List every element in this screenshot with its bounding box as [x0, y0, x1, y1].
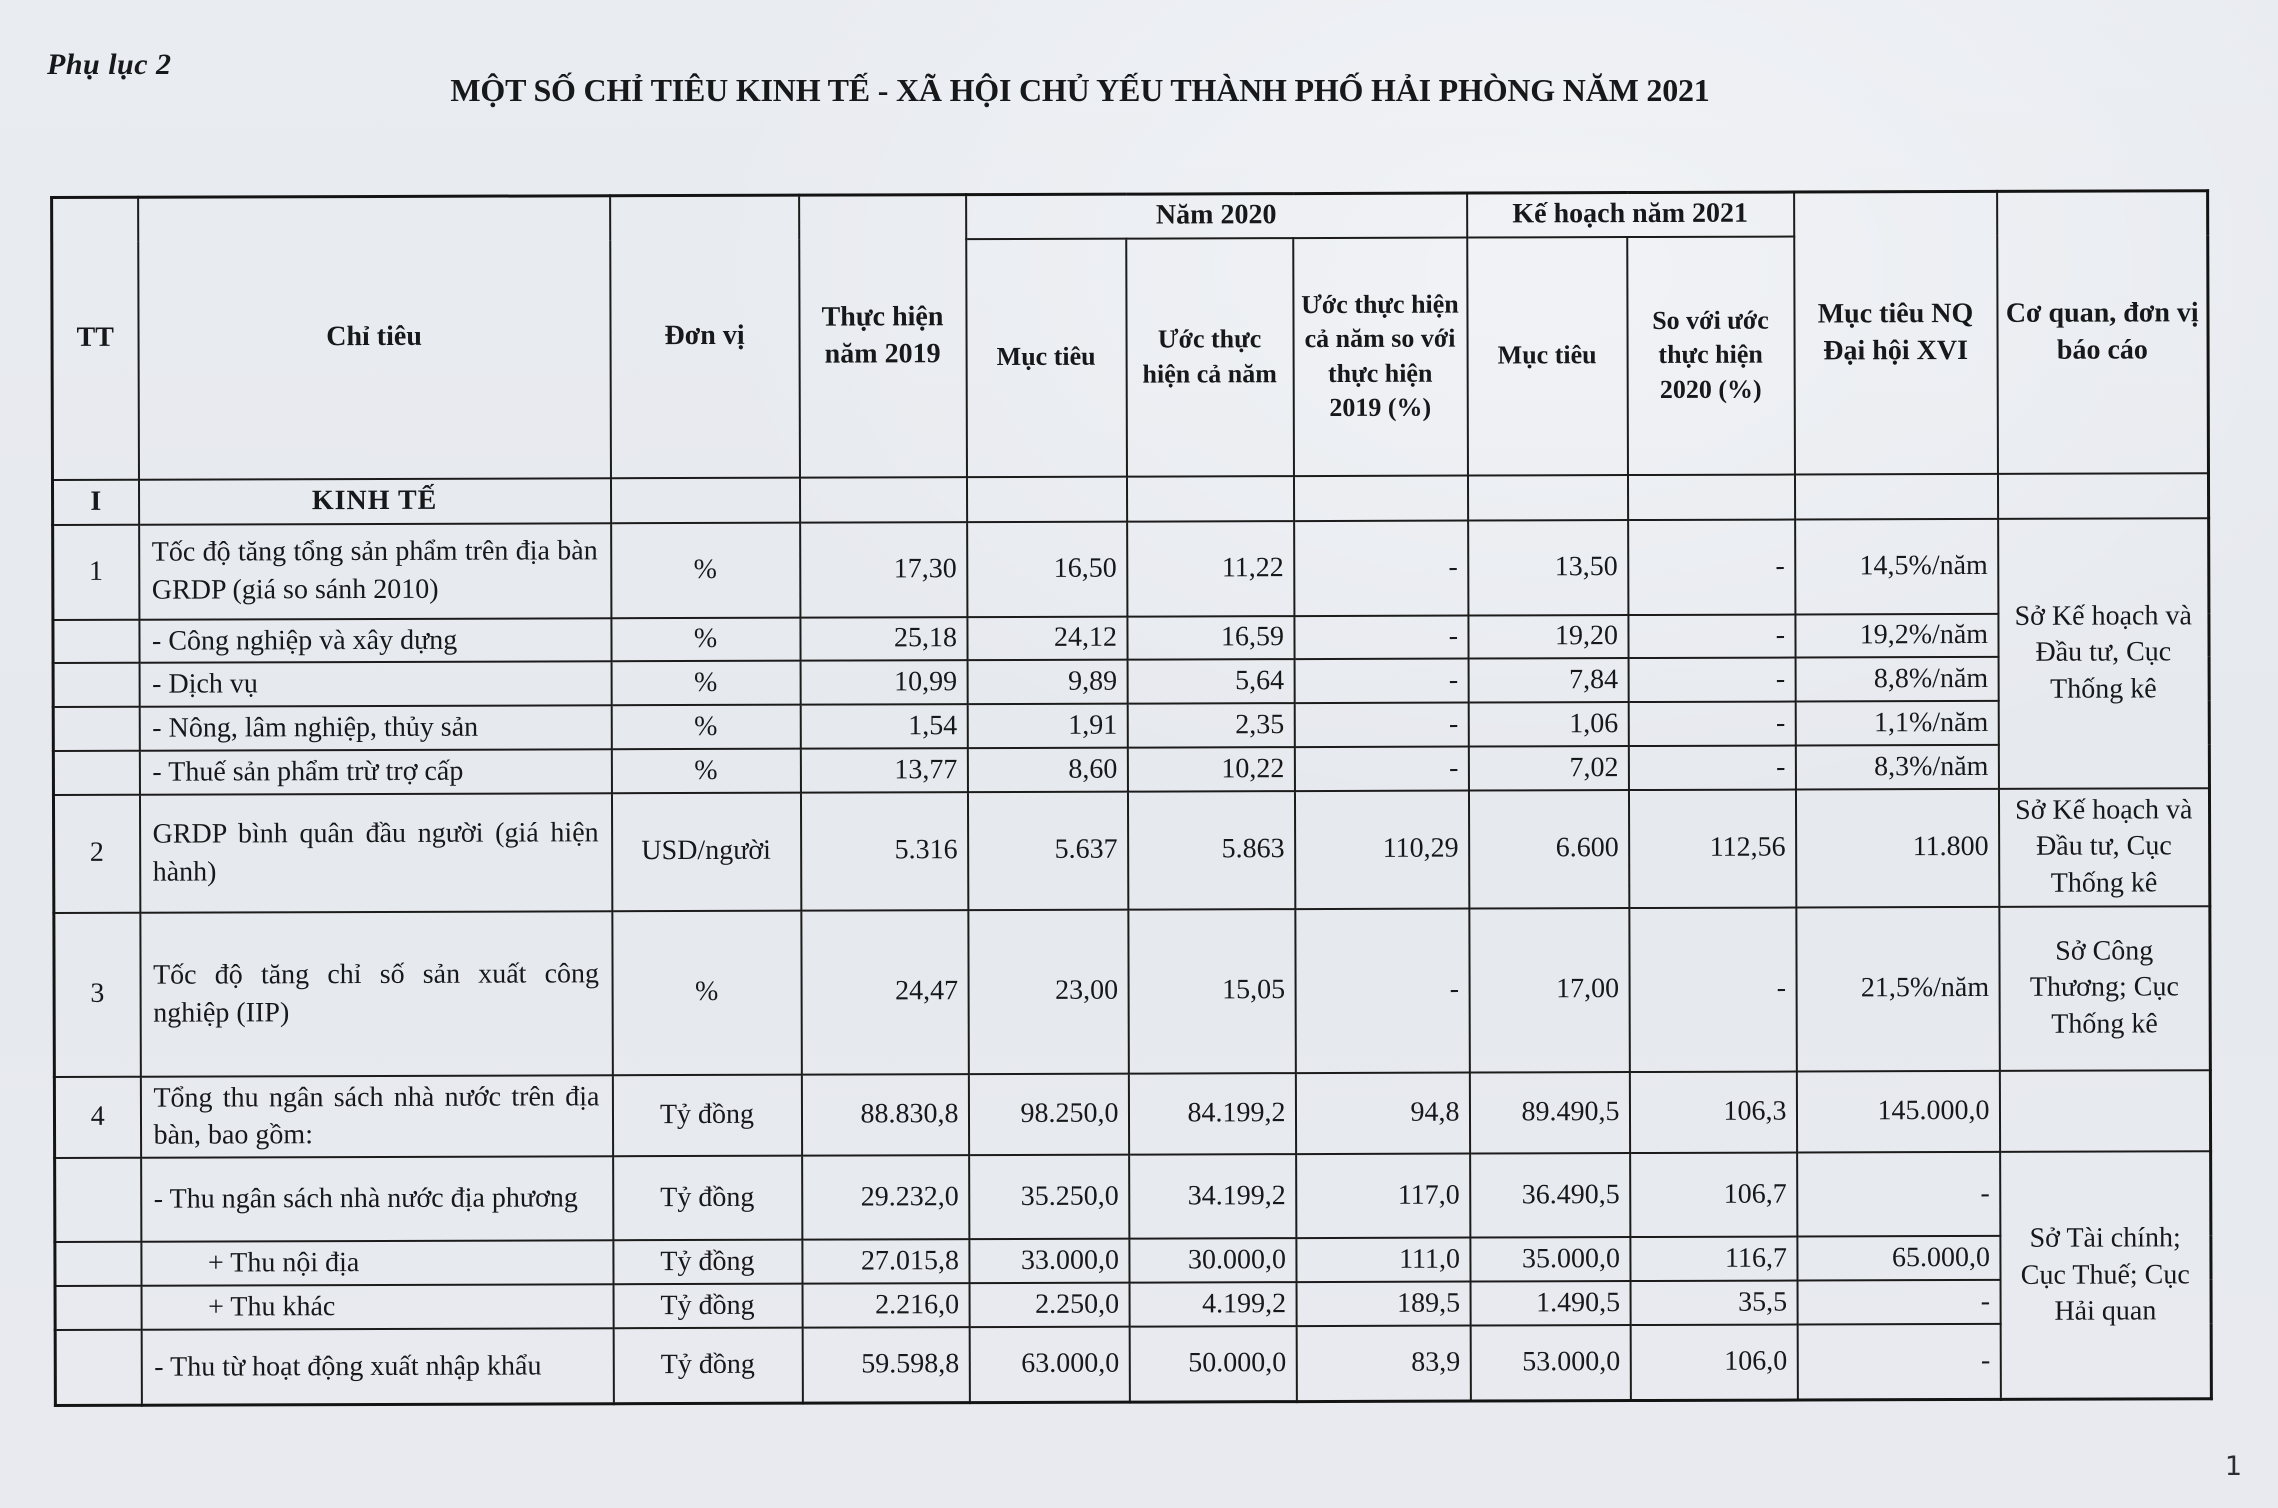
group-header-nam-2020: Năm 2020	[966, 193, 1467, 239]
table-row	[52, 473, 2208, 525]
table-row	[53, 518, 2209, 620]
row-value-cell: 63.000,0	[969, 1326, 1129, 1403]
col-header-muc-tieu-nq: Mục tiêu NQ Đại hội XVI	[1794, 191, 1998, 474]
row-value-cell: 65.000,0	[1797, 1236, 2000, 1280]
row-label-cell: KINH TẾ	[138, 478, 610, 524]
table-row	[54, 906, 2211, 1077]
col-header-uoc-thuc-hien: Ước thực hiện cả năm	[1126, 238, 1294, 477]
row-value-cell: 2.250,0	[969, 1283, 1129, 1327]
row-value-cell: 111,0	[1296, 1238, 1470, 1282]
row-value-cell: 1,06	[1468, 702, 1628, 746]
row-value-cell: 7,84	[1468, 658, 1628, 702]
row-agency-cell	[1999, 1070, 2210, 1152]
row-value-cell: 89.490,5	[1469, 1072, 1629, 1154]
table-row	[54, 1070, 2210, 1158]
row-label-cell: - Thuế sản phẩm trừ trợ cấp	[139, 749, 611, 794]
row-value-cell: 35.250,0	[969, 1155, 1129, 1240]
row-value-cell: 1,54	[800, 704, 967, 748]
row-value-cell	[1794, 473, 1997, 519]
table-row	[53, 744, 2209, 795]
table-row	[55, 1236, 2211, 1287]
col-header-muc-tieu-2020: Mục tiêu	[966, 238, 1127, 477]
row-value-cell: 19,20	[1468, 615, 1628, 659]
row-tt-cell	[53, 707, 139, 751]
row-value-cell: 189,5	[1296, 1282, 1470, 1326]
row-value-cell: 23,00	[968, 909, 1129, 1074]
col-header-chi-tieu: Chỉ tiêu	[138, 196, 611, 479]
row-label-cell: Tốc độ tăng tổng sản phẩm trên địa bàn GRDP (giá so sánh 2010)	[139, 523, 611, 619]
table-row	[55, 1323, 2211, 1406]
row-value-cell: 13,77	[800, 748, 967, 792]
row-tt-cell	[55, 1158, 141, 1242]
col-header-so-voi-2020: So với ước thực hiện 2020 (%)	[1627, 236, 1795, 475]
header-row-groups	[52, 191, 2208, 242]
row-value-cell: 53.000,0	[1470, 1325, 1630, 1402]
page-title: MỘT SỐ CHỈ TIÊU KINH TẾ - XÃ HỘI CHỦ YẾU THÀNH PHỐ HẢI PHÒNG NĂM 2021	[450, 72, 1710, 108]
row-value-cell: 5.637	[967, 791, 1127, 910]
row-value-cell: 110,29	[1294, 790, 1468, 909]
row-value-cell: 10,99	[800, 660, 967, 704]
table-row	[55, 1279, 2211, 1330]
appendix-label: Phụ lục 2	[47, 48, 172, 81]
row-tt-cell	[53, 663, 139, 707]
row-value-cell: 16,50	[967, 521, 1127, 617]
group-header-ke-hoach-2021: Kế hoạch năm 2021	[1467, 192, 1794, 237]
row-value-cell: 11.800	[1795, 789, 1998, 908]
row-label-cell: - Thu từ hoạt động xuất nhập khẩu	[141, 1328, 613, 1405]
row-unit-cell: Tỷ đồng	[613, 1156, 802, 1241]
row-label-cell: Tốc độ tăng chỉ số sản xuất công nghiệp (IIP)	[140, 911, 613, 1076]
row-value-cell: 24,47	[801, 910, 969, 1075]
row-agency-cell: Sở Kế hoạch và Đầu tư, Cục Thống kê	[1998, 518, 2210, 789]
table-header	[52, 191, 2209, 480]
table-row	[53, 788, 2209, 913]
row-value-cell: 83,9	[1296, 1325, 1470, 1402]
row-value-cell: 145.000,0	[1796, 1071, 1999, 1153]
row-tt-cell	[55, 1242, 141, 1286]
row-tt-cell: 3	[54, 912, 141, 1076]
row-agency-cell: Sở Tài chính; Cục Thuế; Cục Hải quan	[2000, 1152, 2212, 1400]
row-tt-cell	[53, 619, 139, 663]
row-agency-cell: Sở Công Thương; Cục Thống kê	[1999, 906, 2211, 1071]
row-value-cell: 33.000,0	[969, 1239, 1129, 1283]
row-unit-cell: %	[611, 749, 800, 793]
row-value-cell: 27.015,8	[802, 1239, 969, 1283]
row-value-cell: 29.232,0	[802, 1155, 969, 1240]
row-value-cell: -	[1797, 1324, 2000, 1401]
row-value-cell: 116,7	[1630, 1237, 1797, 1281]
row-value-cell: 35,5	[1630, 1281, 1797, 1325]
row-value-cell: 30.000,0	[1129, 1238, 1296, 1282]
col-header-thuc-hien-2019: Thực hiện năm 2019	[799, 195, 967, 478]
row-value-cell: -	[1294, 615, 1468, 659]
row-tt-cell	[55, 1286, 141, 1330]
row-value-cell: -	[1628, 745, 1795, 789]
row-unit-cell: Tỷ đồng	[612, 1074, 801, 1156]
col-header-tt: TT	[52, 197, 139, 479]
row-value-cell: 98.250,0	[968, 1073, 1128, 1155]
row-value-cell: 35.000,0	[1470, 1237, 1630, 1281]
row-value-cell: 13,50	[1468, 520, 1628, 616]
row-value-cell: 50.000,0	[1129, 1326, 1296, 1403]
row-label-cell: - Nông, lâm nghiệp, thủy sản	[139, 705, 611, 750]
table-row	[53, 700, 2209, 751]
row-value-cell: 36.490,5	[1470, 1153, 1630, 1238]
row-value-cell: 8,3%/năm	[1795, 745, 1998, 789]
row-label-cell: - Công nghiệp và xây dựng	[139, 618, 611, 663]
col-header-co-quan: Cơ quan, đơn vị báo cáo	[1997, 191, 2209, 474]
row-label-cell: - Thu ngân sách nhà nước địa phương	[141, 1157, 613, 1242]
table-row	[55, 1152, 2211, 1243]
row-value-cell: 112,56	[1628, 789, 1795, 908]
col-header-uoc-th-so-2019: Ước thực hiện cả năm so với thực hiện 2019 (%)	[1293, 237, 1468, 476]
row-value-cell: 59.598,8	[802, 1327, 969, 1404]
row-value-cell: 106,3	[1629, 1071, 1796, 1153]
row-value-cell: 11,22	[1127, 521, 1294, 617]
row-value-cell: -	[1628, 519, 1795, 615]
row-value-cell: 19,2%/năm	[1795, 613, 1998, 657]
row-value-cell: 1.490,5	[1470, 1281, 1630, 1325]
row-value-cell: -	[1628, 658, 1795, 702]
row-value-cell: 5.316	[800, 792, 967, 911]
row-value-cell: 5.863	[1127, 791, 1294, 910]
row-unit-cell: %	[611, 661, 800, 705]
table-row	[53, 657, 2209, 708]
row-tt-cell: I	[52, 479, 138, 524]
row-value-cell: 106,0	[1630, 1324, 1797, 1401]
row-tt-cell	[55, 1330, 141, 1406]
row-value-cell: -	[1294, 520, 1468, 616]
row-value-cell: -	[1294, 746, 1468, 790]
row-value-cell	[799, 477, 966, 523]
row-unit-cell: %	[611, 617, 800, 661]
row-value-cell: 17,30	[800, 522, 967, 618]
row-value-cell: -	[1294, 659, 1468, 703]
row-unit-cell: USD/người	[611, 792, 800, 911]
row-value-cell: -	[1628, 614, 1795, 658]
row-value-cell: 14,5%/năm	[1795, 518, 1998, 614]
row-value-cell: 24,12	[967, 616, 1127, 660]
row-unit-cell: %	[612, 910, 802, 1075]
row-label-cell: Tổng thu ngân sách nhà nước trên địa bàn, bao gồm:	[140, 1075, 612, 1158]
col-header-don-vi: Đơn vị	[610, 195, 800, 478]
row-value-cell: 17,00	[1469, 908, 1630, 1073]
row-tt-cell	[53, 751, 139, 795]
row-value-cell: 34.199,2	[1129, 1154, 1296, 1239]
indicators-table	[50, 189, 2213, 1407]
row-value-cell: 88.830,8	[801, 1074, 968, 1156]
row-unit-cell: Tỷ đồng	[613, 1328, 802, 1405]
row-value-cell: 1,91	[967, 704, 1127, 748]
table-body	[52, 473, 2211, 1406]
row-value-cell: 6.600	[1468, 790, 1628, 909]
row-value-cell: 15,05	[1128, 909, 1296, 1074]
row-value-cell: 2.216,0	[802, 1283, 969, 1327]
row-unit-cell	[610, 477, 799, 523]
row-agency-cell: Sở Kế hoạch và Đầu tư, Cục Thống kê	[1998, 788, 2209, 907]
row-value-cell: 1,1%/năm	[1795, 701, 1998, 745]
row-value-cell	[1467, 475, 1627, 521]
row-value-cell: -	[1797, 1152, 2000, 1237]
row-tt-cell: 2	[53, 794, 139, 912]
row-value-cell: 94,8	[1295, 1072, 1469, 1154]
row-value-cell: -	[1629, 907, 1797, 1072]
row-unit-cell: Tỷ đồng	[613, 1240, 802, 1284]
row-value-cell: 8,8%/năm	[1795, 657, 1998, 701]
row-agency-cell	[1997, 473, 2208, 519]
row-value-cell: 25,18	[800, 617, 967, 661]
page-number: 1	[2224, 1451, 2242, 1482]
row-value-cell	[1293, 475, 1467, 521]
table-row	[53, 613, 2209, 664]
row-value-cell: 84.199,2	[1128, 1073, 1295, 1155]
row-value-cell: 21,5%/năm	[1796, 907, 2000, 1072]
row-label-cell: - Dịch vụ	[139, 662, 611, 707]
row-label-cell: + Thu khác	[141, 1284, 613, 1329]
row-label-cell: GRDP bình quân đầu người (giá hiện hành)	[139, 793, 611, 912]
row-value-cell: 117,0	[1296, 1154, 1470, 1239]
row-unit-cell: Tỷ đồng	[613, 1284, 802, 1328]
row-value-cell: 8,60	[967, 748, 1127, 792]
row-value-cell	[966, 476, 1126, 522]
col-header-muc-tieu-2021: Mục tiêu	[1467, 237, 1628, 476]
row-unit-cell: %	[611, 522, 800, 618]
row-value-cell: 2,35	[1127, 703, 1294, 747]
row-value-cell: -	[1797, 1280, 2000, 1324]
row-unit-cell: %	[611, 705, 800, 749]
row-value-cell: 10,22	[1127, 747, 1294, 791]
row-tt-cell: 1	[53, 524, 139, 619]
row-value-cell: 4.199,2	[1129, 1282, 1296, 1326]
row-value-cell: 106,7	[1630, 1153, 1797, 1238]
row-value-cell: -	[1294, 703, 1468, 747]
row-value-cell: 5,64	[1127, 659, 1294, 703]
row-value-cell: -	[1628, 702, 1795, 746]
row-value-cell: 16,59	[1127, 616, 1294, 660]
row-tt-cell: 4	[54, 1076, 140, 1158]
row-value-cell: -	[1295, 908, 1470, 1073]
row-value-cell: 7,02	[1468, 746, 1628, 790]
row-label-cell: + Thu nội địa	[141, 1241, 613, 1286]
row-value-cell: 9,89	[967, 660, 1127, 704]
row-value-cell	[1627, 474, 1794, 520]
row-value-cell	[1126, 476, 1293, 522]
